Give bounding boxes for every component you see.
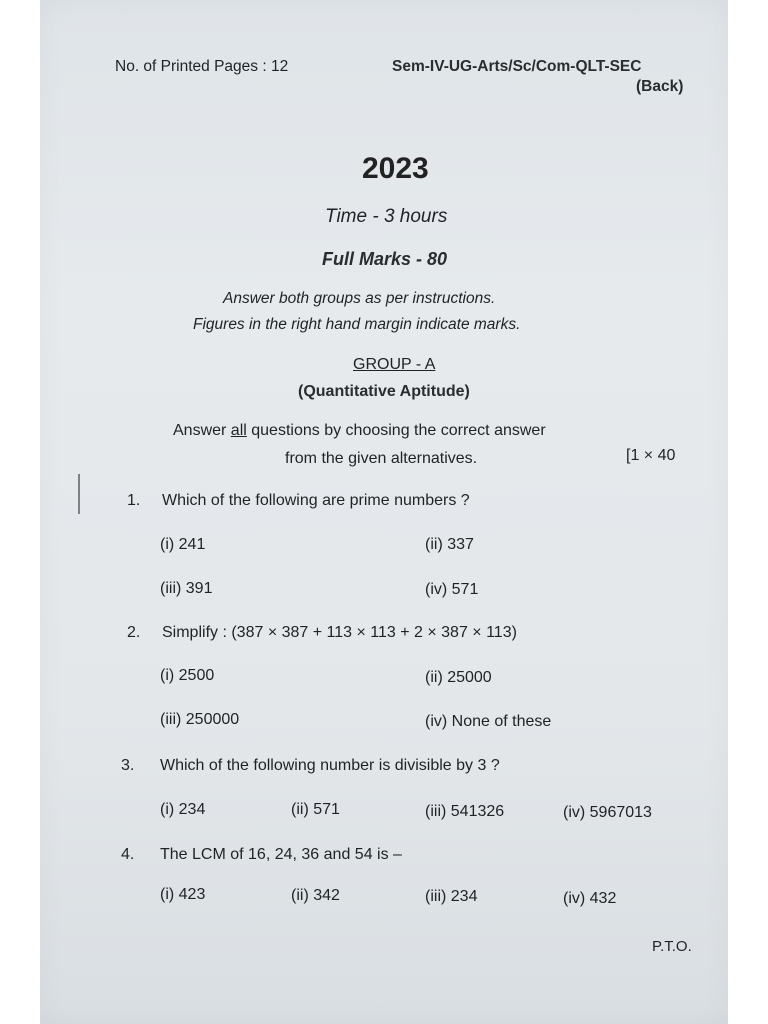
question-2-option-3: (iii) 250000 — [160, 711, 240, 728]
question-1-text: Which of the following are prime numbers ? — [162, 492, 470, 509]
question-4-number: 4. — [121, 846, 135, 863]
question-1-option-4: (iv) 571 — [425, 581, 479, 598]
group-instruction-line-1 — [173, 422, 546, 440]
question-2-option-4: (iv) None of these — [425, 713, 552, 730]
question-3-option-1: (i) 234 — [160, 801, 206, 818]
question-3-number: 3. — [121, 757, 135, 774]
question-3-option-2: (ii) 571 — [291, 801, 340, 818]
question-1-option-3: (iii) 391 — [160, 580, 213, 597]
question-1-option-2: (ii) 337 — [425, 536, 474, 553]
question-3-option-3: (iii) 541326 — [425, 803, 505, 820]
group-instruction-underlined: all — [230, 422, 247, 439]
question-2-option-1: (i) 2500 — [160, 667, 215, 684]
group-instruction-post: questions by choosing the correct answer — [246, 422, 546, 439]
question-4-option-2: (ii) 342 — [291, 887, 340, 904]
question-2-option-2: (ii) 25000 — [425, 669, 492, 686]
question-4-text: The LCM of 16, 24, 36 and 54 is – — [160, 846, 402, 863]
margin-pen-mark — [78, 474, 84, 514]
question-2-number: 2. — [127, 624, 141, 641]
general-instruction-2: Figures in the right hand margin indicate marks. — [193, 316, 521, 333]
question-4-option-1: (i) 423 — [160, 886, 206, 903]
question-4-option-4: (iv) 432 — [563, 890, 617, 907]
please-turn-over: P.T.O. — [652, 938, 692, 955]
group-subtitle: (Quantitative Aptitude) — [298, 383, 470, 400]
back-label: (Back) — [636, 78, 684, 95]
group-instruction-line-2: from the given alternatives. — [285, 450, 478, 467]
question-1-number: 1. — [127, 492, 141, 509]
full-marks: Full Marks - 80 — [322, 249, 448, 269]
group-marks: [1 × 40 — [626, 447, 676, 464]
exam-time: Time - 3 hours — [325, 206, 448, 227]
question-3-option-4: (iv) 5967013 — [563, 804, 652, 821]
question-1-option-1: (i) 241 — [160, 536, 206, 553]
exam-year: 2023 — [362, 152, 429, 185]
group-title: GROUP - A — [353, 356, 436, 373]
question-2-text: Simplify : (387 × 387 + 113 × 113 + 2 × 387 × 113) — [162, 624, 517, 641]
question-4-option-3: (iii) 234 — [425, 888, 478, 905]
general-instruction-1: Answer both groups as per instructions. — [223, 290, 496, 307]
group-instruction-pre: Answer — [173, 422, 231, 439]
question-3-text: Which of the following number is divisible by 3 ? — [160, 757, 500, 774]
course-code: Sem-IV-UG-Arts/Sc/Com-QLT-SEC — [392, 58, 642, 75]
printed-pages-count: No. of Printed Pages : 12 — [115, 58, 289, 75]
